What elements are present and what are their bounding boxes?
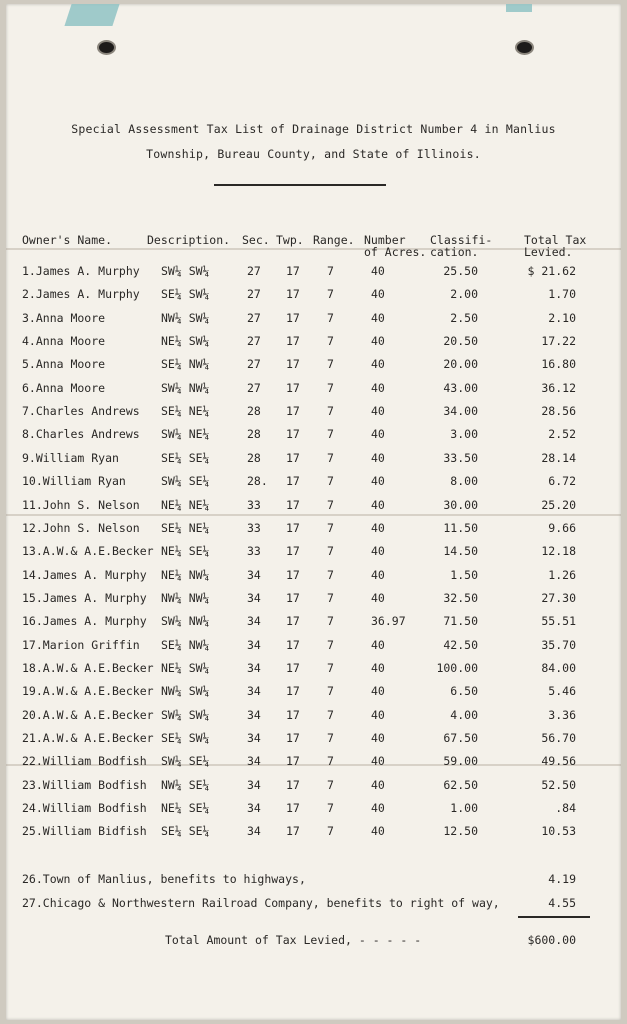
acres-cell: 40 bbox=[371, 287, 385, 302]
classification-cell: 43.00 bbox=[443, 380, 478, 395]
classification-cell: 14.50 bbox=[443, 544, 478, 559]
description-cell: SW¼ NW¼ bbox=[161, 614, 210, 629]
range-cell: 7 bbox=[327, 707, 334, 722]
township-cell: 17 bbox=[286, 567, 300, 582]
township-cell: 17 bbox=[286, 590, 300, 605]
table-row bbox=[0, 591, 627, 609]
extra-row-tax: 4.19 bbox=[548, 872, 576, 886]
range-cell: 7 bbox=[327, 614, 334, 629]
title-underline bbox=[214, 184, 386, 186]
section-cell: 34 bbox=[247, 614, 261, 629]
township-cell: 17 bbox=[286, 544, 300, 559]
table-row bbox=[0, 614, 627, 632]
section-cell: 34 bbox=[247, 754, 261, 769]
range-cell: 7 bbox=[327, 450, 334, 465]
table-row bbox=[0, 638, 627, 656]
owner-name-cell: 1.James A. Murphy bbox=[22, 264, 140, 278]
tax-levied-cell: 10.53 bbox=[541, 824, 576, 839]
range-cell: 7 bbox=[327, 567, 334, 582]
header-tax-line2: Levied. bbox=[524, 245, 573, 259]
extra-row-label: 26.Town of Manlius, benefits to highways, bbox=[22, 872, 306, 886]
township-cell: 17 bbox=[286, 777, 300, 792]
header-twp: Twp. bbox=[276, 233, 304, 247]
table-row bbox=[0, 427, 627, 445]
section-cell: 33 bbox=[247, 497, 261, 512]
table-row bbox=[0, 404, 627, 422]
tax-levied-cell: 52.50 bbox=[541, 777, 576, 792]
acres-cell: 40 bbox=[371, 567, 385, 582]
tax-levied-cell: 2.52 bbox=[548, 427, 576, 442]
township-cell: 17 bbox=[286, 707, 300, 722]
owner-name-cell: 2.James A. Murphy bbox=[22, 287, 140, 302]
range-cell: 7 bbox=[327, 404, 334, 419]
section-cell: 33 bbox=[247, 544, 261, 559]
description-cell: SE¼ NE¼ bbox=[161, 520, 210, 535]
township-cell: 17 bbox=[286, 754, 300, 769]
description-cell: NE¼ SW¼ bbox=[161, 334, 210, 349]
range-cell: 7 bbox=[327, 520, 334, 535]
classification-cell: 20.50 bbox=[443, 334, 478, 349]
owner-name-cell: 17.Marion Griffin bbox=[22, 637, 140, 652]
description-cell: SW¼ SW¼ bbox=[161, 264, 210, 278]
tax-levied-cell: 1.26 bbox=[548, 567, 576, 582]
acres-cell: 40 bbox=[371, 497, 385, 512]
table-row bbox=[0, 731, 627, 749]
acres-cell: 40 bbox=[371, 450, 385, 465]
description-cell: NE¼ NE¼ bbox=[161, 497, 210, 512]
township-cell: 17 bbox=[286, 310, 300, 325]
classification-cell: 6.50 bbox=[450, 684, 478, 699]
owner-name-cell: 10.William Ryan bbox=[22, 474, 126, 489]
header-owner: Owner's Name. bbox=[22, 233, 113, 247]
tax-levied-cell: 27.30 bbox=[541, 590, 576, 605]
classification-cell: 32.50 bbox=[443, 590, 478, 605]
township-cell: 17 bbox=[286, 264, 300, 278]
tax-levied-cell: 5.46 bbox=[548, 684, 576, 699]
acres-cell: 40 bbox=[371, 707, 385, 722]
table-row bbox=[0, 778, 627, 796]
tax-levied-cell: 9.66 bbox=[548, 520, 576, 535]
description-cell: SW¼ NW¼ bbox=[161, 380, 210, 395]
table-row bbox=[0, 661, 627, 679]
owner-name-cell: 6.Anna Moore bbox=[22, 380, 106, 395]
classification-cell: 34.00 bbox=[443, 404, 478, 419]
section-cell: 27 bbox=[247, 380, 261, 395]
township-cell: 17 bbox=[286, 357, 300, 372]
section-cell: 34 bbox=[247, 684, 261, 699]
tax-levied-cell: 2.10 bbox=[548, 310, 576, 325]
township-cell: 17 bbox=[286, 731, 300, 745]
acres-cell: 40 bbox=[371, 264, 385, 278]
tax-levied-cell: 6.72 bbox=[548, 474, 576, 489]
owner-name-cell: 15.James A. Murphy bbox=[22, 590, 147, 605]
range-cell: 7 bbox=[327, 310, 334, 325]
range-cell: 7 bbox=[327, 497, 334, 512]
range-cell: 7 bbox=[327, 427, 334, 442]
tax-levied-cell: 35.70 bbox=[541, 637, 576, 652]
description-cell: NE¼ NW¼ bbox=[161, 567, 210, 582]
range-cell: 7 bbox=[327, 637, 334, 652]
acres-cell: 40 bbox=[371, 474, 385, 489]
tax-levied-cell: 49.56 bbox=[541, 754, 576, 769]
tax-levied-cell: 12.18 bbox=[541, 544, 576, 559]
owner-name-cell: 22.William Bodfish bbox=[22, 754, 147, 769]
owner-name-cell: 19.A.W.& A.E.Becker bbox=[22, 684, 154, 699]
table-row bbox=[0, 381, 627, 399]
description-cell: NE¼ SW¼ bbox=[161, 660, 210, 675]
owner-name-cell: 18.A.W.& A.E.Becker bbox=[22, 660, 154, 675]
table-row bbox=[0, 521, 627, 539]
acres-cell: 40 bbox=[371, 824, 385, 839]
header-number-line2: of Acres. bbox=[364, 245, 427, 259]
classification-cell: 25.50 bbox=[443, 264, 478, 278]
township-cell: 17 bbox=[286, 404, 300, 419]
range-cell: 7 bbox=[327, 380, 334, 395]
owner-name-cell: 20.A.W.& A.E.Becker bbox=[22, 707, 154, 722]
classification-cell: 20.00 bbox=[443, 357, 478, 372]
total-rule bbox=[518, 916, 590, 918]
table-row bbox=[0, 708, 627, 726]
table-row bbox=[0, 544, 627, 562]
owner-name-cell: 24.William Bodfish bbox=[22, 801, 147, 816]
owner-name-cell: 8.Charles Andrews bbox=[22, 427, 140, 442]
description-cell: NW¼ SE¼ bbox=[161, 777, 210, 792]
owner-name-cell: 25.William Bidfish bbox=[22, 824, 147, 839]
section-cell: 27 bbox=[247, 287, 261, 302]
extra-row-label: 27.Chicago & Northwestern Railroad Company, benefits to right of way, bbox=[22, 896, 500, 910]
description-cell: SW¼ SW¼ bbox=[161, 707, 210, 722]
range-cell: 7 bbox=[327, 590, 334, 605]
owner-name-cell: 4.Anna Moore bbox=[22, 334, 106, 349]
classification-cell: 1.50 bbox=[450, 567, 478, 582]
acres-cell: 40 bbox=[371, 404, 385, 419]
classification-cell: 4.00 bbox=[450, 707, 478, 722]
table-row bbox=[0, 287, 627, 305]
township-cell: 17 bbox=[286, 824, 300, 839]
acres-cell: 40 bbox=[371, 801, 385, 816]
section-cell: 34 bbox=[247, 660, 261, 675]
section-cell: 28 bbox=[247, 404, 261, 419]
section-cell: 34 bbox=[247, 731, 261, 745]
section-cell: 27 bbox=[247, 310, 261, 325]
section-cell: 27 bbox=[247, 334, 261, 349]
document-title-line2: Township, Bureau County, and State of Illinois. bbox=[146, 147, 481, 161]
township-cell: 17 bbox=[286, 637, 300, 652]
section-cell: 28. bbox=[247, 474, 268, 489]
description-cell: SE¼ SW¼ bbox=[161, 731, 210, 745]
header-number-line1: Number bbox=[364, 233, 406, 247]
range-cell: 7 bbox=[327, 824, 334, 839]
description-cell: SE¼ SE¼ bbox=[161, 824, 210, 839]
township-cell: 17 bbox=[286, 427, 300, 442]
section-cell: 27 bbox=[247, 264, 261, 278]
section-cell: 34 bbox=[247, 801, 261, 816]
description-cell: NW¼ SW¼ bbox=[161, 310, 210, 325]
section-cell: 28 bbox=[247, 450, 261, 465]
range-cell: 7 bbox=[327, 474, 334, 489]
section-cell: 28 bbox=[247, 427, 261, 442]
table-row bbox=[0, 334, 627, 352]
tax-levied-cell: 84.00 bbox=[541, 660, 576, 675]
acres-cell: 40 bbox=[371, 427, 385, 442]
owner-name-cell: 7.Charles Andrews bbox=[22, 404, 140, 419]
range-cell: 7 bbox=[327, 801, 334, 816]
tax-levied-cell: 28.56 bbox=[541, 404, 576, 419]
header-tax-line1: Total Tax bbox=[524, 233, 587, 247]
township-cell: 17 bbox=[286, 287, 300, 302]
tax-levied-cell: .84 bbox=[555, 801, 576, 816]
classification-cell: 100.00 bbox=[436, 660, 478, 675]
total-label: Total Amount of Tax Levied, - - - - - bbox=[165, 933, 422, 947]
description-cell: NE¼ SE¼ bbox=[161, 801, 210, 816]
description-cell: SW¼ SE¼ bbox=[161, 754, 210, 769]
tax-levied-cell: 3.36 bbox=[548, 707, 576, 722]
classification-cell: 8.00 bbox=[450, 474, 478, 489]
range-cell: 7 bbox=[327, 777, 334, 792]
section-cell: 34 bbox=[247, 707, 261, 722]
classification-cell: 30.00 bbox=[443, 497, 478, 512]
owner-name-cell: 14.James A. Murphy bbox=[22, 567, 147, 582]
township-cell: 17 bbox=[286, 380, 300, 395]
range-cell: 7 bbox=[327, 264, 334, 278]
header-class-line1: Classifi- bbox=[430, 233, 493, 247]
table-row bbox=[0, 754, 627, 772]
acres-cell: 40 bbox=[371, 544, 385, 559]
table-row bbox=[0, 568, 627, 586]
township-cell: 17 bbox=[286, 614, 300, 629]
table-row bbox=[0, 684, 627, 702]
acres-cell: 40 bbox=[371, 637, 385, 652]
punch-hole bbox=[515, 40, 534, 55]
acres-cell: 40 bbox=[371, 357, 385, 372]
township-cell: 17 bbox=[286, 520, 300, 535]
header-class-line2: cation. bbox=[430, 245, 479, 259]
description-cell: NE¼ SE¼ bbox=[161, 544, 210, 559]
tax-levied-cell: 25.20 bbox=[541, 497, 576, 512]
classification-cell: 2.50 bbox=[450, 310, 478, 325]
owner-name-cell: 11.John S. Nelson bbox=[22, 497, 140, 512]
punch-hole bbox=[97, 40, 116, 55]
township-cell: 17 bbox=[286, 801, 300, 816]
acres-cell: 40 bbox=[371, 754, 385, 769]
classification-cell: 62.50 bbox=[443, 777, 478, 792]
tax-levied-cell: 56.70 bbox=[541, 731, 576, 745]
acres-cell: 40 bbox=[371, 684, 385, 699]
acres-cell: 40 bbox=[371, 334, 385, 349]
owner-name-cell: 9.William Ryan bbox=[22, 450, 119, 465]
header-description: Description. bbox=[147, 233, 231, 247]
range-cell: 7 bbox=[327, 357, 334, 372]
header-range: Range. bbox=[313, 233, 355, 247]
classification-cell: 67.50 bbox=[443, 731, 478, 745]
table-row bbox=[0, 311, 627, 329]
owner-name-cell: 5.Anna Moore bbox=[22, 357, 106, 372]
table-row bbox=[0, 824, 627, 842]
section-cell: 34 bbox=[247, 777, 261, 792]
tax-levied-cell: 36.12 bbox=[541, 380, 576, 395]
tape-strip bbox=[64, 4, 119, 26]
range-cell: 7 bbox=[327, 754, 334, 769]
header-sec: Sec. bbox=[242, 233, 270, 247]
acres-cell: 40 bbox=[371, 660, 385, 675]
section-cell: 34 bbox=[247, 567, 261, 582]
classification-cell: 11.50 bbox=[443, 520, 478, 535]
owner-name-cell: 12.John S. Nelson bbox=[22, 520, 140, 535]
section-cell: 27 bbox=[247, 357, 261, 372]
acres-cell: 40 bbox=[371, 731, 385, 745]
owner-name-cell: 21.A.W.& A.E.Becker bbox=[22, 731, 154, 745]
township-cell: 17 bbox=[286, 474, 300, 489]
section-cell: 34 bbox=[247, 824, 261, 839]
description-cell: SE¼ NW¼ bbox=[161, 637, 210, 652]
document-title-line1: Special Assessment Tax List of Drainage District Number 4 in Manlius bbox=[71, 122, 556, 136]
owner-name-cell: 16.James A. Murphy bbox=[22, 614, 147, 629]
township-cell: 17 bbox=[286, 684, 300, 699]
section-cell: 34 bbox=[247, 637, 261, 652]
tax-levied-cell: 55.51 bbox=[541, 614, 576, 629]
classification-cell: 71.50 bbox=[443, 614, 478, 629]
description-cell: SE¼ SE¼ bbox=[161, 450, 210, 465]
tax-levied-cell: 1.70 bbox=[548, 287, 576, 302]
classification-cell: 42.50 bbox=[443, 637, 478, 652]
owner-name-cell: 13.A.W.& A.E.Becker bbox=[22, 544, 154, 559]
table-row bbox=[0, 357, 627, 375]
description-cell: NW¼ SW¼ bbox=[161, 684, 210, 699]
classification-cell: 33.50 bbox=[443, 450, 478, 465]
range-cell: 7 bbox=[327, 287, 334, 302]
acres-cell: 40 bbox=[371, 590, 385, 605]
acres-cell: 40 bbox=[371, 380, 385, 395]
classification-cell: 59.00 bbox=[443, 754, 478, 769]
acres-cell: 40 bbox=[371, 777, 385, 792]
table-row bbox=[0, 801, 627, 819]
extra-row-tax: 4.55 bbox=[548, 896, 576, 910]
table-row bbox=[0, 474, 627, 492]
owner-name-cell: 3.Anna Moore bbox=[22, 310, 106, 325]
acres-cell: 36.97 bbox=[371, 614, 406, 629]
township-cell: 17 bbox=[286, 334, 300, 349]
range-cell: 7 bbox=[327, 660, 334, 675]
range-cell: 7 bbox=[327, 334, 334, 349]
township-cell: 17 bbox=[286, 450, 300, 465]
acres-cell: 40 bbox=[371, 310, 385, 325]
tax-levied-cell: 28.14 bbox=[541, 450, 576, 465]
acres-cell: 40 bbox=[371, 520, 385, 535]
description-cell: SW¼ SE¼ bbox=[161, 474, 210, 489]
description-cell: NW¼ NW¼ bbox=[161, 590, 210, 605]
table-row bbox=[0, 451, 627, 469]
tax-levied-cell: $ 21.62 bbox=[527, 264, 576, 278]
tax-levied-cell: 16.80 bbox=[541, 357, 576, 372]
township-cell: 17 bbox=[286, 660, 300, 675]
classification-cell: 12.50 bbox=[443, 824, 478, 839]
table-row bbox=[0, 498, 627, 516]
township-cell: 17 bbox=[286, 497, 300, 512]
classification-cell: 3.00 bbox=[450, 427, 478, 442]
description-cell: SE¼ NW¼ bbox=[161, 357, 210, 372]
description-cell: SE¼ SW¼ bbox=[161, 287, 210, 302]
total-value: $600.00 bbox=[527, 933, 576, 947]
description-cell: SE¼ NE¼ bbox=[161, 404, 210, 419]
range-cell: 7 bbox=[327, 544, 334, 559]
owner-name-cell: 23.William Bodfish bbox=[22, 777, 147, 792]
classification-cell: 1.00 bbox=[450, 801, 478, 816]
range-cell: 7 bbox=[327, 684, 334, 699]
section-cell: 33 bbox=[247, 520, 261, 535]
table-row bbox=[0, 264, 627, 282]
tape-strip bbox=[506, 4, 532, 12]
classification-cell: 2.00 bbox=[450, 287, 478, 302]
tax-levied-cell: 17.22 bbox=[541, 334, 576, 349]
range-cell: 7 bbox=[327, 731, 334, 745]
description-cell: SW¼ NE¼ bbox=[161, 427, 210, 442]
section-cell: 34 bbox=[247, 590, 261, 605]
